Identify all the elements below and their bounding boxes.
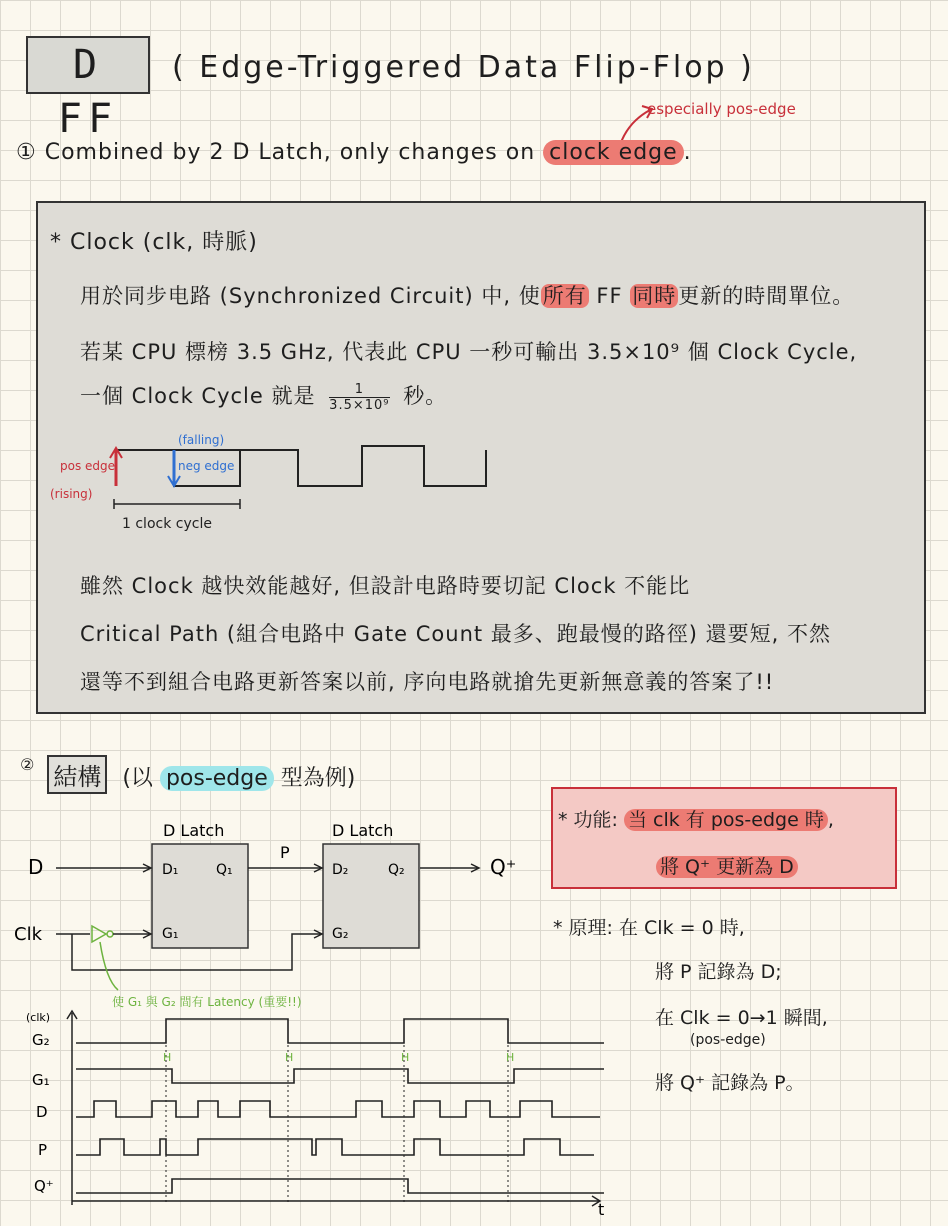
fraction-denominator: 3.5×10⁹: [329, 397, 390, 413]
latch-1-q-pin: Q₁: [216, 862, 233, 878]
principle-line-5: 將 Q⁺ 記錄為 P。: [655, 1072, 805, 1094]
signal-label-q: Q⁺: [34, 1177, 54, 1195]
clock-line-1-a: 用於同步电路 (Synchronized Circuit) 中, 使: [80, 284, 541, 308]
structure-boxed-label: 結構: [47, 755, 107, 794]
principle-line-2: 將 P 記錄為 D;: [655, 961, 782, 983]
clock-line-1-c: 更新的時間單位。: [678, 284, 855, 308]
clock-line-3-b: 秒。: [403, 384, 448, 408]
annotation-especially-pos-edge: especially pos-edge: [647, 100, 796, 118]
waveform-d: [76, 1101, 600, 1117]
signal-label-d: D: [36, 1103, 48, 1121]
clock-line-6: 還等不到組合电路更新答案以前, 序向电路就搶先更新無意義的答案了!!: [80, 670, 775, 694]
function-prefix: * 功能:: [558, 809, 618, 831]
principle-line-3: 在 Clk = 0→1 瞬間,: [655, 1007, 828, 1029]
input-clk-label: Clk: [14, 924, 42, 945]
wave-cycle-label: 1 clock cycle: [122, 516, 212, 532]
function-comma: ,: [827, 809, 834, 831]
clock-line-3-a: 一個 Clock Cycle 就是: [80, 384, 316, 408]
point2-number: ②: [20, 755, 35, 774]
waveform-g2: [76, 1019, 604, 1043]
function-line-2: [656, 852, 798, 879]
point1-text: Combined by 2 D Latch, only changes on: [44, 140, 536, 165]
function-highlight-1: 当 clk 有 pos-edge 時: [624, 809, 828, 831]
title-box: [26, 36, 150, 142]
output-q-label: Q⁺: [490, 855, 517, 879]
wave-falling-label: (falling): [178, 433, 225, 447]
function-highlight-2: 將 Q⁺ 更新為 D: [656, 856, 798, 878]
waveform-q: [76, 1179, 604, 1193]
latch-1-title: D Latch: [163, 821, 225, 840]
signal-label-g1: G₁: [32, 1071, 50, 1089]
latch-2-d-pin: D₂: [332, 862, 349, 878]
clock-line-5: Critical Path (組合电路中 Gate Count 最多、跑最慢的路徑) 還要短, 不然: [80, 622, 832, 646]
timing-clk-label: (clk): [26, 1011, 51, 1024]
page-subtitle: ( Edge-Triggered Data Flip-Flop ): [172, 50, 755, 85]
timing-t-label: t: [598, 1200, 605, 1219]
highlight-simultaneous: 同時: [632, 284, 677, 308]
point1-number: ①: [16, 140, 37, 165]
fraction-numerator: 1: [329, 382, 389, 398]
latch-2-g-pin: G₂: [332, 926, 349, 942]
signal-label-g2: G₂: [32, 1031, 50, 1049]
clock-heading: * Clock (clk, 時脈): [50, 230, 258, 255]
clock-line-1: [80, 280, 854, 310]
point1-highlight-clock-edge: clock edge: [543, 140, 684, 165]
wave-neg-edge-label: neg edge: [178, 459, 235, 473]
p-signal-label: P: [280, 843, 290, 862]
clock-line-3: [80, 380, 447, 413]
latch-1-d-pin: D₁: [162, 862, 179, 878]
dff-circuit-diagram: [0, 810, 540, 1010]
waveform-p: [76, 1139, 594, 1155]
point1-line: [16, 140, 692, 165]
input-d-label: D: [28, 855, 44, 879]
point2-heading: [20, 755, 355, 794]
principle-line-4: (pos-edge): [690, 1032, 766, 1048]
clock-waveform: [40, 420, 520, 540]
latency-mark-2: H: [285, 1051, 294, 1064]
timing-diagram: [20, 1005, 620, 1220]
point2-text-b: 型為例): [280, 766, 356, 791]
latch-1-g-pin: G₁: [162, 926, 179, 942]
latency-mark-3: H: [401, 1051, 410, 1064]
fraction: [329, 382, 389, 413]
clock-line-2: 若某 CPU 標榜 3.5 GHz, 代表此 CPU 一秒可輸出 3.5×10⁹ 個 Clock Cycle,: [80, 340, 858, 364]
clock-line-4: 雖然 Clock 越快效能越好, 但設計电路時要切記 Clock 不能比: [80, 574, 691, 598]
latency-mark-1: H: [163, 1051, 172, 1064]
point1-period: .: [683, 140, 692, 165]
principle-line-1: * 原理: 在 Clk = 0 時,: [553, 917, 745, 939]
latency-note: 使 G₁ 與 G₂ 間有 Latency (重要!!): [112, 995, 302, 1009]
wave-pos-edge-label: pos edge: [60, 459, 116, 473]
signal-label-p: P: [38, 1141, 48, 1159]
point2-highlight-pos-edge: pos-edge: [160, 766, 274, 791]
point2-text-a: (以: [122, 766, 153, 791]
function-line-1: [558, 805, 834, 832]
inverter-icon: [92, 926, 106, 942]
clock-line-1-b: FF: [588, 284, 631, 308]
highlight-all: 所有: [542, 284, 587, 308]
latency-mark-4: H: [506, 1051, 515, 1064]
wave-rising-label: (rising): [50, 487, 93, 501]
latch-2-title: D Latch: [332, 821, 394, 840]
waveform-g1: [76, 1069, 604, 1083]
latch-2-q-pin: Q₂: [388, 862, 405, 878]
page-title: D FF: [57, 42, 119, 142]
